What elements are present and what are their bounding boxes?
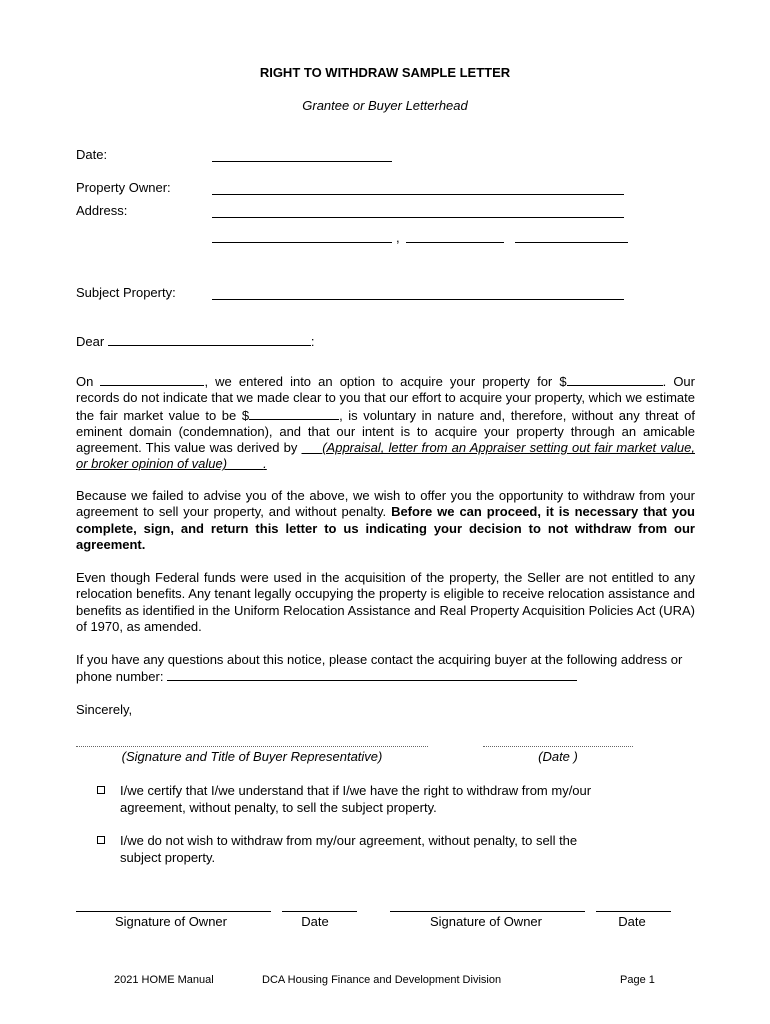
owner-line[interactable] xyxy=(212,194,624,195)
subject-property-line[interactable] xyxy=(212,299,624,300)
letterhead-placeholder: Grantee or Buyer Letterhead xyxy=(302,98,468,113)
paragraph-offer xyxy=(76,488,695,553)
p1-text2: . Our records do not indicate that we made clear to you that our effort to acquire your property, which we estimate the fair market value to be $ xyxy=(76,374,695,423)
buyer-date-line[interactable] xyxy=(483,746,633,747)
owner1-date-line[interactable] xyxy=(282,911,357,912)
owner1-signature-line[interactable] xyxy=(76,911,271,912)
owner2-date-line[interactable] xyxy=(596,911,671,912)
fair-market-value-line[interactable] xyxy=(249,407,339,420)
owner1-signature-caption: Signature of Owner xyxy=(114,914,227,929)
not-withdraw-option xyxy=(97,832,597,866)
date-label: Date: xyxy=(76,147,108,162)
salutation-colon: : xyxy=(310,334,315,349)
not-withdraw-text: I/we do not wish to withdraw from my/our agreement, without penalty, to sell the subject property. xyxy=(120,833,578,865)
paragraph-option xyxy=(76,373,695,473)
footer-page-number: Page 1 xyxy=(620,974,655,986)
p1-end: . xyxy=(263,456,267,472)
paragraph-contact xyxy=(76,652,695,686)
owner2-date-caption: Date xyxy=(618,914,646,929)
option-date-line[interactable] xyxy=(100,373,204,386)
owner-label: Property Owner: xyxy=(76,180,171,195)
p2-normal: Because we failed to advise you of the above, we wish to offer you the opportunity to withdraw from your agreement to sell your property, and without penalty. xyxy=(76,488,695,520)
owner2-signature-caption: Signature of Owner xyxy=(429,914,542,929)
dear-word: Dear xyxy=(76,334,105,349)
p2-bold: Before we can proceed, it is necessary that you complete, sign, and return this letter to us indicating your decision to not withdraw from our agreement. xyxy=(76,504,695,552)
zip-line[interactable] xyxy=(515,242,628,243)
paragraph-relocation: Even though Federal funds were used in the acquisition of the property, the Seller are not entitled to any relocation benefits. Any tenant legally occupying the property is eligible to receive relocation assistance and benefits as identified in the Uniform Relocation Assistance and Real Property Acquisition Policies Act (URA) of 1970, as amended. xyxy=(76,570,695,634)
footer-manual: 2021 HOME Manual xyxy=(114,974,214,986)
buyer-date-caption: (Date ) xyxy=(538,749,578,764)
salutation-name-line[interactable] xyxy=(108,333,311,346)
p4-text: If you have any questions about this notice, please contact the acquiring buyer at the following address or phone number: xyxy=(76,652,683,685)
p1-text3: , is voluntary in nature and, therefore, without any threat of eminent domain (condemnation), and that our intent is to acquire your property through an amicable agreement. This value was derived by xyxy=(76,407,695,456)
closing: Sincerely, xyxy=(76,702,133,717)
subject-property-label: Subject Property: xyxy=(76,285,176,300)
certify-text: I/we certify that I/we understand that if I/we have the right to withdraw from my/our agreement, without penalty, to sell the subject property. xyxy=(120,783,592,815)
certify-option xyxy=(97,782,597,816)
owner1-date-caption: Date xyxy=(301,914,329,929)
address-comma: , xyxy=(396,230,400,245)
p1-text1: , we entered into an option to acquire your property for $ xyxy=(204,374,567,389)
certify-checkbox[interactable] xyxy=(97,786,105,794)
state-line[interactable] xyxy=(406,242,504,243)
buyer-signature-line[interactable] xyxy=(76,746,428,747)
owner2-signature-line[interactable] xyxy=(390,911,585,912)
footer-division: DCA Housing Finance and Development Division xyxy=(262,974,502,986)
contact-line[interactable] xyxy=(167,668,577,681)
address-label: Address: xyxy=(76,203,128,218)
buyer-signature-caption: (Signature and Title of Buyer Representative) xyxy=(121,749,383,764)
city-line[interactable] xyxy=(212,242,392,243)
option-price-line[interactable] xyxy=(567,373,663,386)
salutation xyxy=(76,333,314,349)
p1-on: On xyxy=(76,374,94,389)
valuation-method-text: (Appraisal, letter from an Appraiser setting out fair market value, or broker opinion of value) xyxy=(76,440,695,472)
not-withdraw-checkbox[interactable] xyxy=(97,836,105,844)
address-line[interactable] xyxy=(212,217,624,218)
letter-title: RIGHT TO WITHDRAW SAMPLE LETTER xyxy=(259,65,511,80)
date-line[interactable] xyxy=(212,161,392,162)
